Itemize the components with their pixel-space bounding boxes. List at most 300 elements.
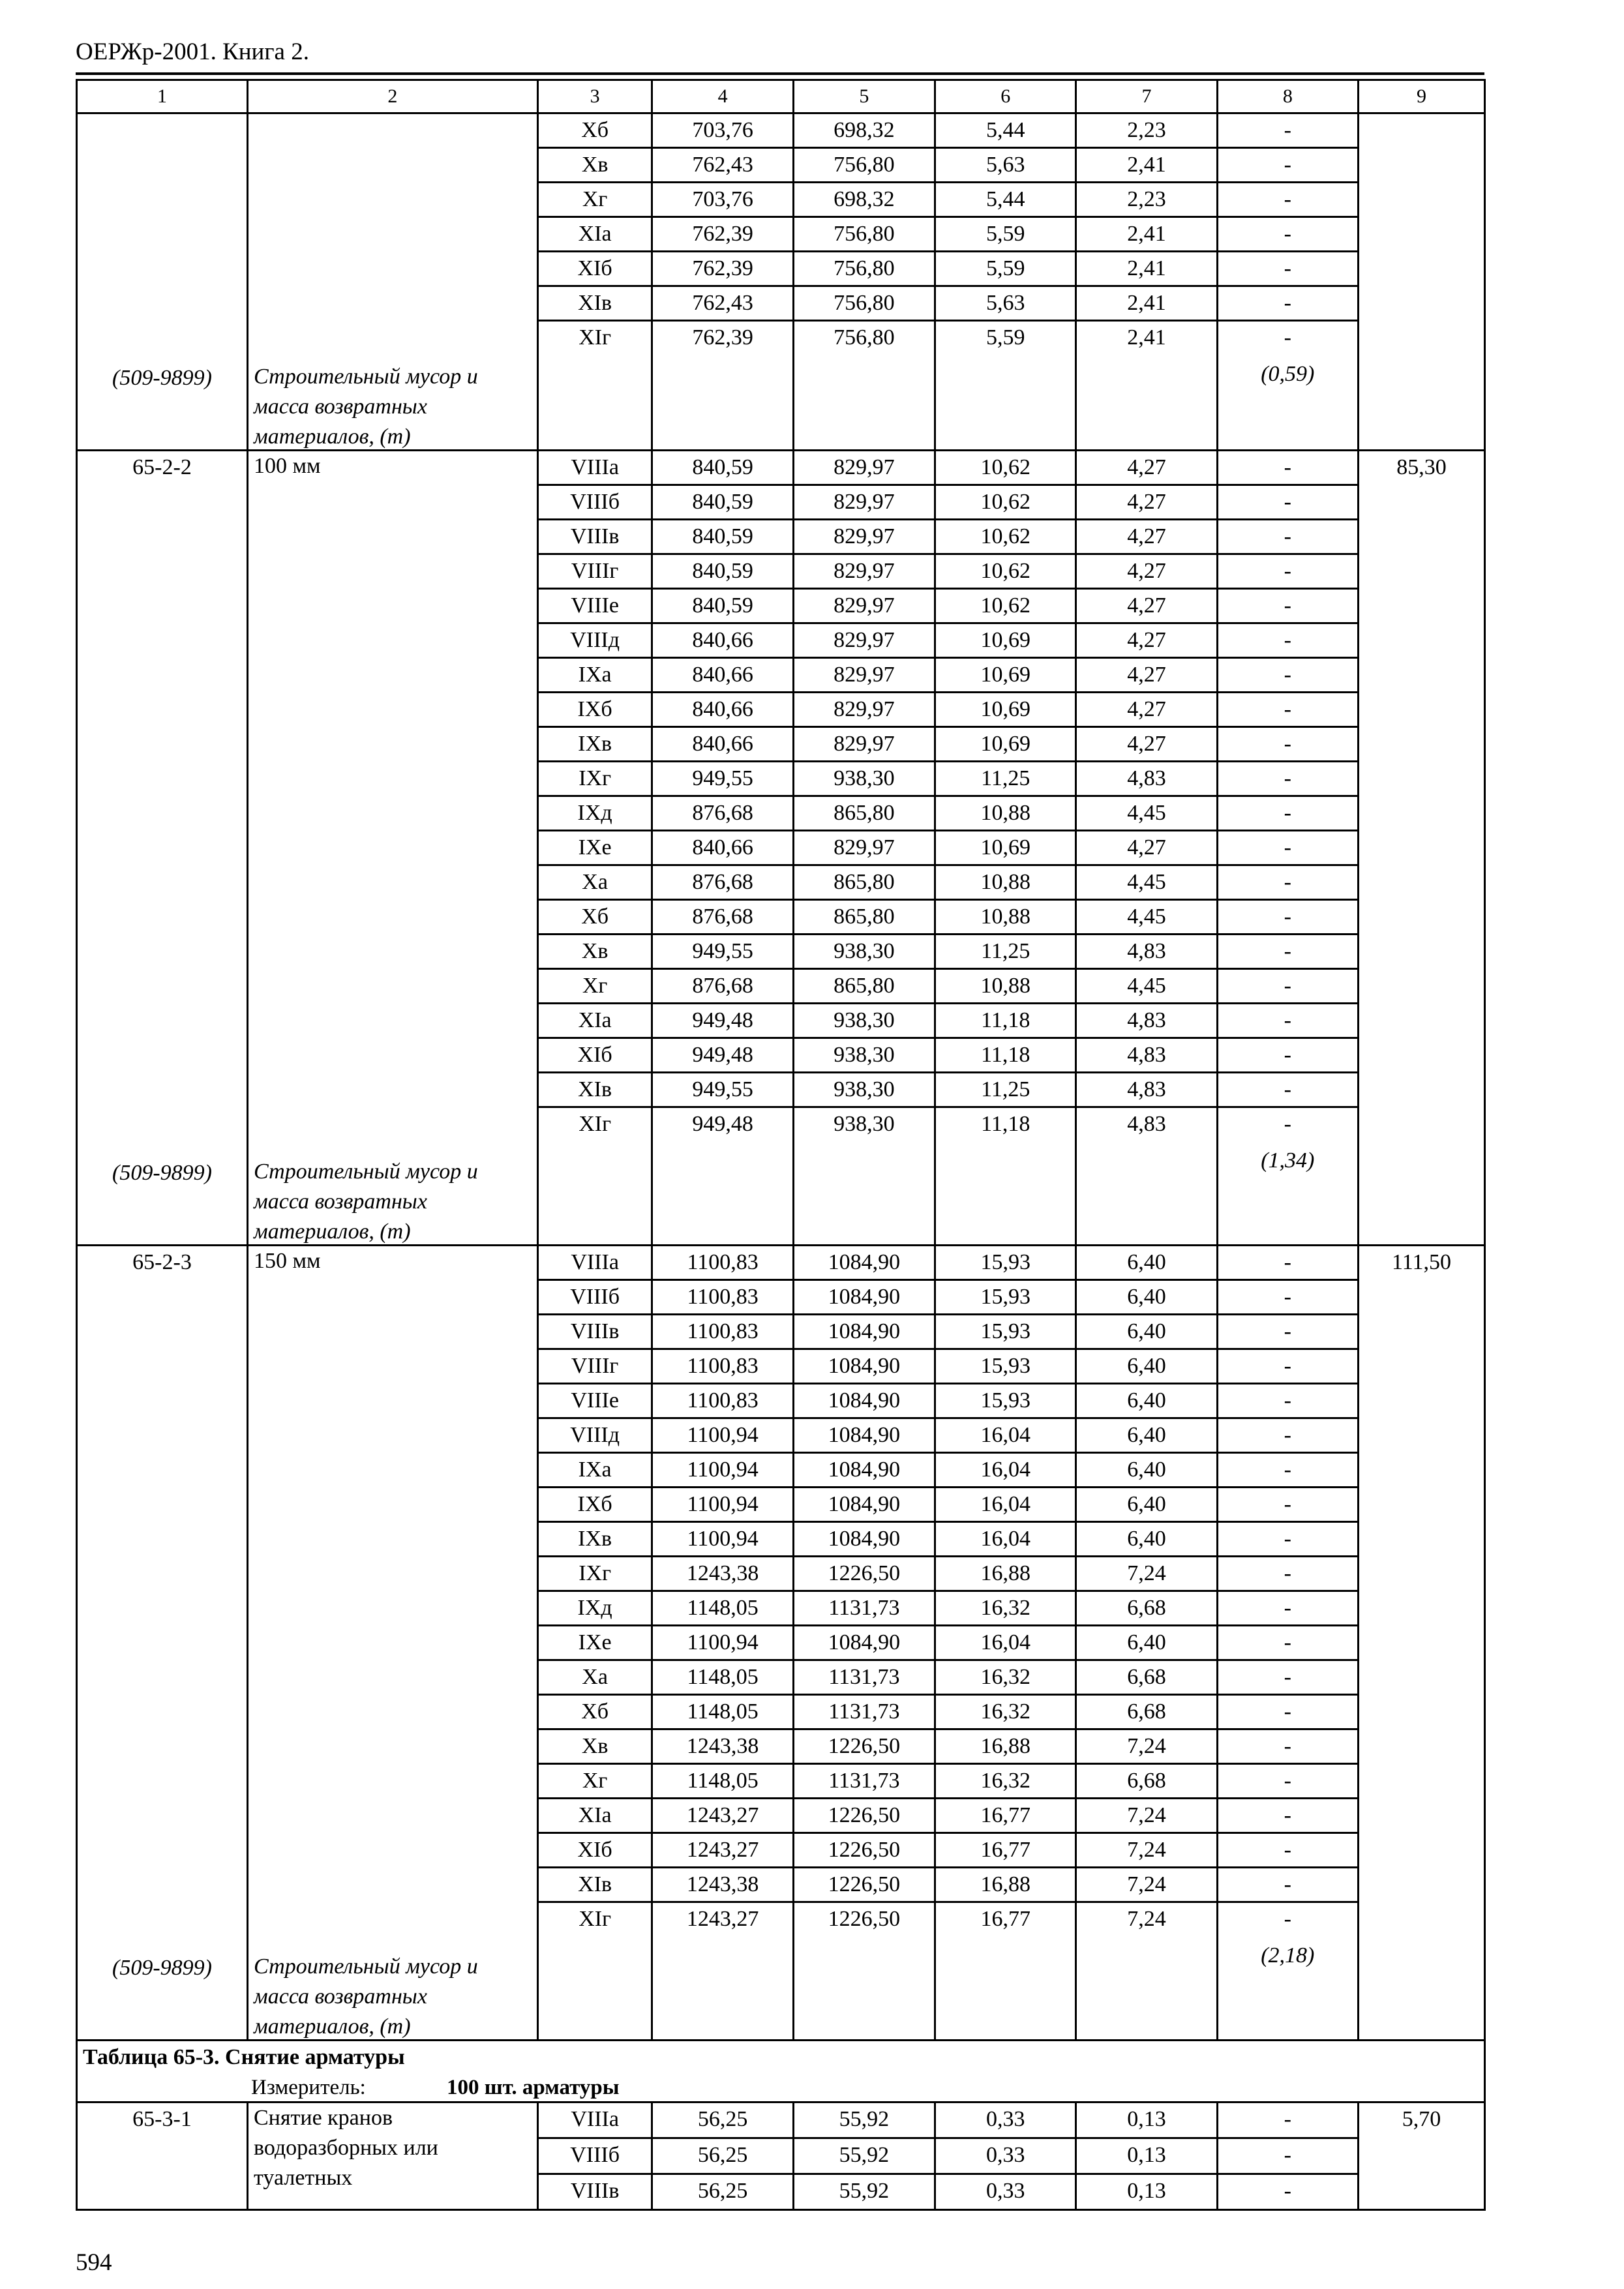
- zone-cell: IXе: [537, 1626, 652, 1660]
- rate-code-cell: [77, 2102, 248, 2210]
- total-cost-cell: 1148,05: [652, 1764, 793, 1799]
- zone-cell: VIIIб: [537, 2138, 652, 2174]
- wages-cost-cell: 938,30: [793, 1107, 935, 1246]
- zone-cell: IXб: [537, 1488, 652, 1522]
- wages-cost-cell: 1226,50: [793, 1902, 935, 2041]
- machine-cost-cell: 5,59: [935, 321, 1076, 451]
- materials-cost-cell: -: [1217, 1660, 1358, 1695]
- wages-cost-cell: 1131,73: [793, 1660, 935, 1695]
- driver-wages-cell: 6,68: [1076, 1764, 1217, 1799]
- driver-wages-cell: 6,40: [1076, 1315, 1217, 1349]
- materials-cost-cell: -: [1217, 1626, 1358, 1660]
- wages-cost-cell: 1084,90: [793, 1384, 935, 1418]
- driver-wages-cell: 4,27: [1076, 658, 1217, 693]
- driver-wages-cell: 4,83: [1076, 1107, 1217, 1246]
- wages-cost-cell: 865,80: [793, 796, 935, 831]
- machine-cost-cell: 16,77: [935, 1799, 1076, 1833]
- wages-cost-cell: 1131,73: [793, 1695, 935, 1729]
- materials-cost-cell: -: [1217, 1833, 1358, 1868]
- materials-cost-cell: -: [1217, 554, 1358, 589]
- material-quantity: (0,59): [1261, 362, 1315, 386]
- zone-cell: VIIIа: [537, 1246, 652, 1280]
- driver-wages-cell: 4,45: [1076, 796, 1217, 831]
- rate-name: 100 мм: [254, 454, 321, 478]
- driver-wages-cell: 6,40: [1076, 1418, 1217, 1453]
- driver-wages-cell: 4,83: [1076, 1004, 1217, 1038]
- total-cost-cell: 1243,27: [652, 1902, 793, 2041]
- machine-cost-cell: 10,69: [935, 658, 1076, 693]
- machine-cost-cell: 16,04: [935, 1522, 1076, 1557]
- total-cost-cell: 840,59: [652, 589, 793, 623]
- materials-cost-cell: -: [1217, 1280, 1358, 1315]
- column-number: 5: [793, 80, 935, 113]
- materials-cost-cell: -: [1217, 1488, 1358, 1522]
- machine-cost-cell: 16,04: [935, 1418, 1076, 1453]
- driver-wages-cell: 6,40: [1076, 1246, 1217, 1280]
- total-cost-cell: 1100,83: [652, 1315, 793, 1349]
- zone-cell: Хб: [537, 900, 652, 935]
- wages-cost-cell: 938,30: [793, 1004, 935, 1038]
- materials-cost-cell: -: [1217, 1073, 1358, 1107]
- zone-cell: VIIIб: [537, 1280, 652, 1315]
- table-row: [77, 113, 1485, 148]
- rate-code: 65-2-3: [132, 1250, 192, 1274]
- driver-wages-cell: 7,24: [1076, 1902, 1217, 2041]
- total-cost-cell: 762,43: [652, 286, 793, 321]
- wages-cost-cell: 1226,50: [793, 1557, 935, 1591]
- total-cost-cell: 1243,27: [652, 1833, 793, 1868]
- machine-cost-cell: 10,88: [935, 796, 1076, 831]
- machine-cost-cell: 10,69: [935, 623, 1076, 658]
- total-cost-cell: 762,39: [652, 217, 793, 252]
- total-cost-cell: 1148,05: [652, 1660, 793, 1695]
- machine-cost-cell: 10,62: [935, 589, 1076, 623]
- driver-wages-cell: 4,83: [1076, 1038, 1217, 1073]
- materials-cost-cell: -: [1217, 1764, 1358, 1799]
- material-code: (509-9899): [112, 1161, 212, 1185]
- materials-cost-cell: -: [1217, 520, 1358, 554]
- rate-code-cell: [77, 1246, 248, 2041]
- materials-cost-cell: -: [1217, 252, 1358, 286]
- zone-cell: Хв: [537, 1729, 652, 1764]
- labor-value: 5,70: [1402, 2107, 1441, 2131]
- materials-cost-cell: -: [1217, 1868, 1358, 1902]
- wages-cost-cell: 829,97: [793, 658, 935, 693]
- machine-cost-cell: 16,88: [935, 1868, 1076, 1902]
- wages-cost-cell: 829,97: [793, 554, 935, 589]
- driver-wages-cell: 2,23: [1076, 113, 1217, 148]
- materials-cost-cell: -: [1217, 1591, 1358, 1626]
- wages-cost-cell: 756,80: [793, 286, 935, 321]
- driver-wages-cell: 6,40: [1076, 1384, 1217, 1418]
- rate-name-cell: [248, 451, 538, 1246]
- total-cost-cell: 949,48: [652, 1107, 793, 1246]
- driver-wages-cell: 4,45: [1076, 900, 1217, 935]
- zone-cell: VIIIд: [537, 623, 652, 658]
- total-cost-cell: 703,76: [652, 113, 793, 148]
- column-number-row: [77, 80, 1485, 113]
- wages-cost-cell: 1226,50: [793, 1868, 935, 1902]
- total-cost-cell: 949,55: [652, 935, 793, 969]
- wages-cost-cell: 829,97: [793, 623, 935, 658]
- rate-code: 65-3-1: [132, 2107, 192, 2131]
- materials-dash: -: [1284, 1112, 1291, 1136]
- header-rule: [76, 72, 1484, 75]
- machine-cost-cell: 11,18: [935, 1107, 1076, 1246]
- driver-wages-cell: 4,83: [1076, 762, 1217, 796]
- machine-cost-cell: 10,88: [935, 865, 1076, 900]
- machine-cost-cell: 16,32: [935, 1591, 1076, 1626]
- measure-label: Измеритель:: [251, 2076, 366, 2099]
- total-cost-cell: 840,59: [652, 485, 793, 520]
- machine-cost-cell: 10,69: [935, 831, 1076, 865]
- driver-wages-cell: 6,68: [1076, 1660, 1217, 1695]
- total-cost-cell: 56,25: [652, 2138, 793, 2174]
- materials-cost-cell: -: [1217, 623, 1358, 658]
- zone-cell: VIIIд: [537, 1418, 652, 1453]
- wages-cost-cell: 1084,90: [793, 1488, 935, 1522]
- table-title-row: [77, 2041, 1485, 2102]
- machine-cost-cell: 10,69: [935, 693, 1076, 727]
- wages-cost-cell: 1131,73: [793, 1591, 935, 1626]
- machine-cost-cell: 5,44: [935, 183, 1076, 217]
- total-cost-cell: 876,68: [652, 865, 793, 900]
- total-cost-cell: 1243,38: [652, 1729, 793, 1764]
- total-cost-cell: 1100,83: [652, 1384, 793, 1418]
- zone-cell: VIIIа: [537, 451, 652, 485]
- machine-cost-cell: 11,25: [935, 1073, 1076, 1107]
- machine-cost-cell: 16,04: [935, 1488, 1076, 1522]
- wages-cost-cell: 829,97: [793, 520, 935, 554]
- machine-cost-cell: 16,32: [935, 1695, 1076, 1729]
- materials-cost-cell: [1217, 321, 1358, 451]
- column-number: 4: [652, 80, 793, 113]
- materials-cost-cell: [1217, 1107, 1358, 1246]
- materials-cost-cell: -: [1217, 727, 1358, 762]
- total-cost-cell: 840,59: [652, 451, 793, 485]
- zone-cell: Хв: [537, 148, 652, 183]
- wages-cost-cell: 829,97: [793, 727, 935, 762]
- total-cost-cell: 56,25: [652, 2102, 793, 2138]
- wages-cost-cell: 698,32: [793, 183, 935, 217]
- wages-cost-cell: 865,80: [793, 900, 935, 935]
- column-number: 9: [1358, 80, 1484, 113]
- total-cost-cell: 949,48: [652, 1004, 793, 1038]
- total-cost-cell: 876,68: [652, 969, 793, 1004]
- zone-cell: VIIIе: [537, 1384, 652, 1418]
- total-cost-cell: 949,55: [652, 1073, 793, 1107]
- driver-wages-cell: 6,68: [1076, 1591, 1217, 1626]
- materials-cost-cell: -: [1217, 2138, 1358, 2174]
- measure-line: [83, 2074, 1484, 2101]
- rates-table: [76, 79, 1486, 2211]
- materials-cost-cell: -: [1217, 113, 1358, 148]
- total-cost-cell: 1100,94: [652, 1522, 793, 1557]
- wages-cost-cell: 829,97: [793, 831, 935, 865]
- zone-cell: IXд: [537, 1591, 652, 1626]
- material-name: Строительный мусор и масса возвратных материалов, (т): [254, 365, 478, 449]
- driver-wages-cell: 6,40: [1076, 1522, 1217, 1557]
- zone-cell: XIг: [537, 321, 652, 451]
- zone-cell: VIIIб: [537, 485, 652, 520]
- zone-cell: XIг: [537, 1902, 652, 2041]
- driver-wages-cell: 4,27: [1076, 554, 1217, 589]
- machine-cost-cell: 16,04: [935, 1626, 1076, 1660]
- total-cost-cell: 762,39: [652, 252, 793, 286]
- rate-code: 65-2-2: [132, 455, 192, 479]
- material-name: Строительный мусор и масса возвратных материалов, (т): [254, 1159, 478, 1244]
- measure-value: 100 шт. арматуры: [447, 2076, 620, 2099]
- machine-cost-cell: 10,88: [935, 969, 1076, 1004]
- driver-wages-cell: 0,13: [1076, 2102, 1217, 2138]
- table-title: Таблица 65-3. Снятие арматуры: [83, 2045, 405, 2069]
- material-quantity: (2,18): [1261, 1943, 1315, 1967]
- machine-cost-cell: 5,59: [935, 217, 1076, 252]
- zone-cell: VIIIа: [537, 2102, 652, 2138]
- materials-cost-cell: -: [1217, 2102, 1358, 2138]
- machine-cost-cell: 5,44: [935, 113, 1076, 148]
- wages-cost-cell: 1084,90: [793, 1246, 935, 1280]
- labor-cell: [1358, 1246, 1484, 2041]
- total-cost-cell: 762,39: [652, 321, 793, 451]
- materials-cost-cell: -: [1217, 900, 1358, 935]
- wages-cost-cell: 1084,90: [793, 1522, 935, 1557]
- driver-wages-cell: 4,83: [1076, 935, 1217, 969]
- zone-cell: Хб: [537, 1695, 652, 1729]
- machine-cost-cell: 16,32: [935, 1764, 1076, 1799]
- zone-cell: VIIIе: [537, 589, 652, 623]
- materials-cost-cell: -: [1217, 286, 1358, 321]
- machine-cost-cell: 16,04: [935, 1453, 1076, 1488]
- wages-cost-cell: 829,97: [793, 485, 935, 520]
- total-cost-cell: 1243,38: [652, 1868, 793, 1902]
- zone-cell: XIа: [537, 1004, 652, 1038]
- machine-cost-cell: 16,32: [935, 1660, 1076, 1695]
- materials-cost-cell: -: [1217, 485, 1358, 520]
- wages-cost-cell: 865,80: [793, 969, 935, 1004]
- column-number: 3: [537, 80, 652, 113]
- zone-cell: Хв: [537, 935, 652, 969]
- materials-cost-cell: -: [1217, 1695, 1358, 1729]
- labor-cell: [1358, 113, 1484, 451]
- rate-name-cell: [248, 1246, 538, 2041]
- machine-cost-cell: 11,18: [935, 1038, 1076, 1073]
- materials-cost-cell: -: [1217, 1522, 1358, 1557]
- driver-wages-cell: 2,41: [1076, 252, 1217, 286]
- machine-cost-cell: 11,18: [935, 1004, 1076, 1038]
- driver-wages-cell: 4,27: [1076, 727, 1217, 762]
- total-cost-cell: 1243,27: [652, 1799, 793, 1833]
- total-cost-cell: 703,76: [652, 183, 793, 217]
- column-number: 7: [1076, 80, 1217, 113]
- driver-wages-cell: 4,27: [1076, 623, 1217, 658]
- materials-cost-cell: -: [1217, 148, 1358, 183]
- wages-cost-cell: 756,80: [793, 252, 935, 286]
- machine-cost-cell: 11,25: [935, 935, 1076, 969]
- table-title-cell: [77, 2041, 1485, 2102]
- total-cost-cell: 1100,83: [652, 1349, 793, 1384]
- zone-cell: Хг: [537, 183, 652, 217]
- materials-dash: -: [1284, 1907, 1291, 1931]
- page-number: 594: [76, 2249, 112, 2276]
- total-cost-cell: 1148,05: [652, 1695, 793, 1729]
- total-cost-cell: 840,59: [652, 554, 793, 589]
- materials-cost-cell: -: [1217, 1349, 1358, 1384]
- total-cost-cell: 840,66: [652, 658, 793, 693]
- zone-cell: XIб: [537, 1038, 652, 1073]
- rate-name: Снятие кранов водоразборных или туалетных: [254, 2106, 438, 2190]
- materials-cost-cell: -: [1217, 1246, 1358, 1280]
- driver-wages-cell: 4,45: [1076, 969, 1217, 1004]
- total-cost-cell: 56,25: [652, 2174, 793, 2210]
- materials-cost-cell: -: [1217, 2174, 1358, 2210]
- materials-cost-cell: -: [1217, 1384, 1358, 1418]
- wages-cost-cell: 938,30: [793, 762, 935, 796]
- material-name: Строительный мусор и масса возвратных материалов, (т): [254, 1954, 478, 2039]
- driver-wages-cell: 4,27: [1076, 693, 1217, 727]
- materials-cost-cell: -: [1217, 1453, 1358, 1488]
- machine-cost-cell: 5,63: [935, 286, 1076, 321]
- zone-cell: XIа: [537, 1799, 652, 1833]
- zone-cell: XIв: [537, 1868, 652, 1902]
- column-number: 2: [248, 80, 538, 113]
- driver-wages-cell: 7,24: [1076, 1799, 1217, 1833]
- driver-wages-cell: 4,27: [1076, 485, 1217, 520]
- machine-cost-cell: 15,93: [935, 1384, 1076, 1418]
- wages-cost-cell: 1084,90: [793, 1349, 935, 1384]
- wages-cost-cell: 55,92: [793, 2102, 935, 2138]
- zone-cell: IXд: [537, 796, 652, 831]
- rate-name-cell: [248, 113, 538, 451]
- wages-cost-cell: 1084,90: [793, 1418, 935, 1453]
- material-code: (509-9899): [112, 1956, 212, 1980]
- driver-wages-cell: 4,27: [1076, 451, 1217, 485]
- labor-cell: [1358, 2102, 1484, 2210]
- zone-cell: IXа: [537, 658, 652, 693]
- machine-cost-cell: 10,62: [935, 485, 1076, 520]
- materials-cost-cell: -: [1217, 1315, 1358, 1349]
- wages-cost-cell: 55,92: [793, 2174, 935, 2210]
- wages-cost-cell: 829,97: [793, 451, 935, 485]
- wages-cost-cell: 1131,73: [793, 1764, 935, 1799]
- wages-cost-cell: 698,32: [793, 113, 935, 148]
- wages-cost-cell: 829,97: [793, 589, 935, 623]
- total-cost-cell: 840,66: [652, 693, 793, 727]
- total-cost-cell: 1100,94: [652, 1488, 793, 1522]
- total-cost-cell: 876,68: [652, 900, 793, 935]
- wages-cost-cell: 1084,90: [793, 1453, 935, 1488]
- machine-cost-cell: 0,33: [935, 2138, 1076, 2174]
- table-row: [77, 2102, 1485, 2138]
- zone-cell: Ха: [537, 865, 652, 900]
- driver-wages-cell: 6,40: [1076, 1453, 1217, 1488]
- document-header-title: ОЕРЖр-2001. Книга 2.: [76, 38, 309, 65]
- zone-cell: IXа: [537, 1453, 652, 1488]
- material-code: (509-9899): [112, 366, 212, 390]
- materials-cost-cell: -: [1217, 658, 1358, 693]
- total-cost-cell: 762,43: [652, 148, 793, 183]
- table-row: [77, 451, 1485, 485]
- materials-dash: -: [1284, 325, 1291, 350]
- machine-cost-cell: 10,88: [935, 900, 1076, 935]
- total-cost-cell: 1243,38: [652, 1557, 793, 1591]
- materials-cost-cell: -: [1217, 865, 1358, 900]
- total-cost-cell: 876,68: [652, 796, 793, 831]
- zone-cell: VIIIг: [537, 554, 652, 589]
- column-number: 8: [1217, 80, 1358, 113]
- wages-cost-cell: 938,30: [793, 1073, 935, 1107]
- driver-wages-cell: 2,23: [1076, 183, 1217, 217]
- wages-cost-cell: 938,30: [793, 935, 935, 969]
- driver-wages-cell: 6,40: [1076, 1626, 1217, 1660]
- zone-cell: IXв: [537, 1522, 652, 1557]
- driver-wages-cell: 4,27: [1076, 589, 1217, 623]
- zone-cell: VIIIв: [537, 2174, 652, 2210]
- machine-cost-cell: 15,93: [935, 1246, 1076, 1280]
- zone-cell: XIб: [537, 252, 652, 286]
- materials-cost-cell: -: [1217, 1418, 1358, 1453]
- zone-cell: XIв: [537, 286, 652, 321]
- machine-cost-cell: 11,25: [935, 762, 1076, 796]
- machine-cost-cell: 15,93: [935, 1280, 1076, 1315]
- machine-cost-cell: 16,88: [935, 1729, 1076, 1764]
- driver-wages-cell: 2,41: [1076, 321, 1217, 451]
- zone-cell: Хг: [537, 969, 652, 1004]
- driver-wages-cell: 6,40: [1076, 1280, 1217, 1315]
- materials-cost-cell: -: [1217, 762, 1358, 796]
- rate-name-cell: [248, 2102, 538, 2210]
- total-cost-cell: 1100,94: [652, 1453, 793, 1488]
- zone-cell: Ха: [537, 1660, 652, 1695]
- zone-cell: IXв: [537, 727, 652, 762]
- materials-cost-cell: -: [1217, 183, 1358, 217]
- materials-cost-cell: -: [1217, 935, 1358, 969]
- total-cost-cell: 1100,83: [652, 1246, 793, 1280]
- driver-wages-cell: 2,41: [1076, 286, 1217, 321]
- total-cost-cell: 949,48: [652, 1038, 793, 1073]
- wages-cost-cell: 1084,90: [793, 1280, 935, 1315]
- zone-cell: VIIIв: [537, 520, 652, 554]
- column-number: 6: [935, 80, 1076, 113]
- materials-cost-cell: -: [1217, 1729, 1358, 1764]
- driver-wages-cell: 4,45: [1076, 865, 1217, 900]
- total-cost-cell: 949,55: [652, 762, 793, 796]
- wages-cost-cell: 1226,50: [793, 1729, 935, 1764]
- driver-wages-cell: 7,24: [1076, 1833, 1217, 1868]
- machine-cost-cell: 10,62: [935, 554, 1076, 589]
- zone-cell: Хг: [537, 1764, 652, 1799]
- driver-wages-cell: 7,24: [1076, 1868, 1217, 1902]
- total-cost-cell: 840,66: [652, 727, 793, 762]
- zone-cell: VIIIг: [537, 1349, 652, 1384]
- materials-cost-cell: -: [1217, 1557, 1358, 1591]
- driver-wages-cell: 6,40: [1076, 1349, 1217, 1384]
- machine-cost-cell: 15,93: [935, 1315, 1076, 1349]
- labor-cell: [1358, 451, 1484, 1246]
- zone-cell: XIа: [537, 217, 652, 252]
- zone-cell: XIб: [537, 1833, 652, 1868]
- materials-cost-cell: -: [1217, 796, 1358, 831]
- driver-wages-cell: 2,41: [1076, 217, 1217, 252]
- total-cost-cell: 1100,83: [652, 1280, 793, 1315]
- zone-cell: IXг: [537, 1557, 652, 1591]
- total-cost-cell: 840,66: [652, 623, 793, 658]
- total-cost-cell: 840,66: [652, 831, 793, 865]
- driver-wages-cell: 0,13: [1076, 2174, 1217, 2210]
- rate-code-cell: [77, 113, 248, 451]
- total-cost-cell: 1100,94: [652, 1626, 793, 1660]
- wages-cost-cell: 1226,50: [793, 1799, 935, 1833]
